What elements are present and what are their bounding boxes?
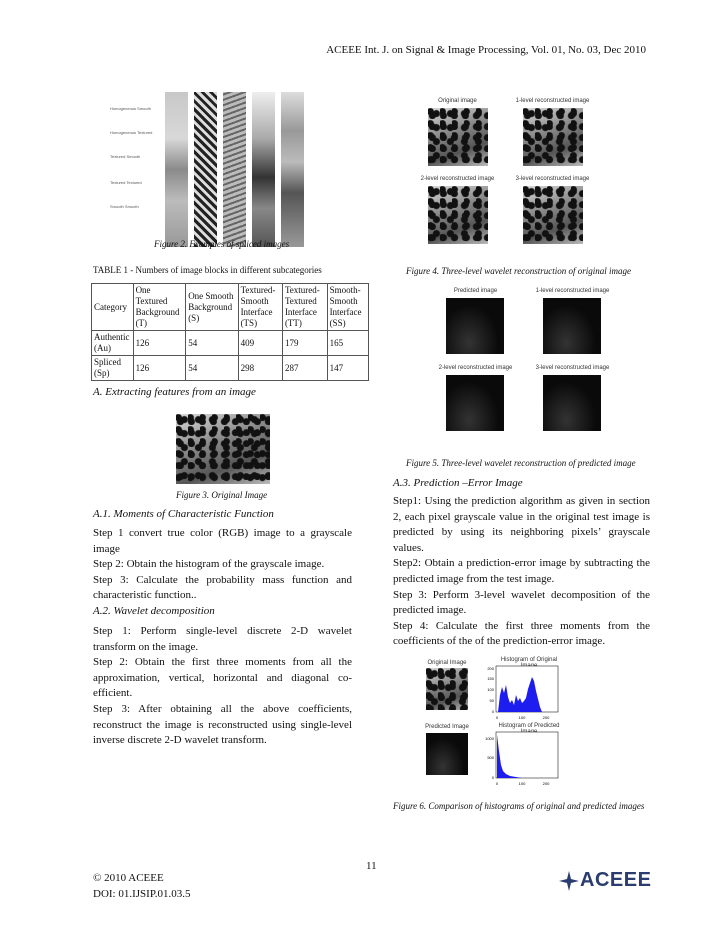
section-a3-heading: A.3. Prediction –Error Image: [393, 477, 523, 489]
section-a1-body: [93, 526, 352, 604]
histogram-predicted: [482, 731, 562, 789]
fig5-label: Predicted image: [453, 288, 498, 294]
paragraph: Step 1 convert true color (RGB) image to a grayscale image: [93, 527, 352, 555]
hist2-xtick: 0: [495, 781, 499, 786]
paragraph: Step 3: Perform 3-level wavelet decomposition of the predicted image.: [393, 588, 650, 617]
fig5-image-level2: [446, 375, 504, 431]
fig6-predicted-label: Predicted Image: [425, 724, 469, 730]
hist1-ytick: 0: [491, 709, 494, 714]
original-image: [176, 414, 270, 484]
aceee-logo: [558, 868, 650, 894]
table-cell: 54: [186, 356, 238, 381]
figure-4-caption: Figure 4. Three-level wavelet reconstruction of original image: [406, 266, 631, 276]
hist1-xtick: 0: [495, 715, 499, 720]
table-header-cell: One Smooth Background (S): [186, 284, 238, 331]
table-header-cell: Textured-Textured Interface (TT): [282, 284, 327, 331]
footer-doi: DOI: 01.IJSIP.01.03.5: [93, 888, 191, 900]
fig4-image-level2: [428, 186, 488, 244]
section-a2-body: [93, 624, 352, 749]
table-header-cell: One Textured Background (T): [133, 284, 186, 331]
hist2-xtick: 100: [518, 781, 526, 786]
fig2-row-label: Homogeneous Textured: [110, 130, 153, 135]
table-row: [92, 356, 369, 381]
fig5-label: 2-level reconstructed image: [438, 365, 513, 371]
hist1-ytick: 150: [487, 676, 494, 681]
fig4-image-original: [428, 108, 488, 166]
table-cell: 126: [133, 356, 186, 381]
paragraph: Step 3: Calculate the probability mass function and characteristic function..: [93, 573, 352, 602]
fig2-row-label: Textured Smooth: [110, 154, 141, 159]
section-a-heading: A. Extracting features from an image: [93, 386, 256, 398]
table-cell: 165: [327, 331, 368, 356]
fig5-image-level1: [543, 298, 601, 354]
table-header-cell: Textured-Smooth Interface (TS): [238, 284, 282, 331]
figure-2-caption: Figure 2. Examples of spliced images: [154, 239, 290, 249]
spliced-image-1: [165, 92, 188, 247]
page-number: 11: [366, 860, 377, 872]
table-cell: 298: [238, 356, 282, 381]
table-row: [92, 331, 369, 356]
table-header-row: [92, 284, 369, 331]
fig4-image-level3: [523, 186, 583, 244]
fig5-label: 3-level reconstructed image: [535, 365, 610, 371]
fig5-label: 1-level reconstructed image: [535, 288, 610, 294]
spliced-image-4: [252, 92, 275, 247]
table-header-cell: Smooth-Smooth Interface (SS): [327, 284, 368, 331]
hist2-ytick: 1000: [485, 736, 494, 741]
section-a1-heading: A.1. Moments of Characteristic Function: [93, 508, 274, 520]
fig4-image-level1: [523, 108, 583, 166]
table-1: [91, 283, 369, 381]
paragraph: Step 2: Obtain the first three moments from all the approximation, vertical, horizontal and diagonal co-efficient.: [93, 656, 352, 700]
hist1-ytick: 200: [487, 666, 494, 671]
fig4-label: 3-level reconstructed image: [515, 176, 590, 182]
paragraph: Step 1: Perform single-level discrete 2-D wavelet transform on the image.: [93, 625, 352, 653]
journal-header: ACEEE Int. J. on Signal & Image Processing, Vol. 01, No. 03, Dec 2010: [326, 44, 646, 56]
fig2-row-label: Smooth Smooth: [110, 204, 139, 209]
paragraph: Step2: Obtain a prediction-error image by subtracting the predicted image from the test image.: [393, 557, 650, 585]
table-cell: 409: [238, 331, 282, 356]
figure-2: [110, 92, 320, 232]
section-a2-heading: A.2. Wavelet decomposition: [93, 605, 215, 617]
table-cell: 126: [133, 331, 186, 356]
spliced-image-2: [194, 92, 217, 247]
fig6-predicted-image: [426, 733, 468, 775]
paragraph: Step1: Using the prediction algorithm as given in section 2, each pixel grayscale value in the original test image is predicted by using its neighboring pixels’ grayscale values.: [393, 495, 650, 554]
hist2-ytick: 0: [491, 775, 494, 780]
logo-text: ACEEE: [580, 869, 652, 891]
star-logo-icon: [558, 870, 580, 892]
table-cell: Authentic (Au): [92, 331, 134, 356]
hist2-xtick: 200: [542, 781, 550, 786]
hist1-ytick: 50: [489, 698, 494, 703]
table-cell: 147: [327, 356, 368, 381]
footer-copyright: © 2010 ACEEE: [93, 872, 164, 884]
hist1-xtick: 100: [518, 715, 526, 720]
table-cell: 54: [186, 331, 238, 356]
hist1-xtick: 200: [542, 715, 550, 720]
histogram-original: [482, 665, 562, 723]
spliced-image-3: [223, 92, 246, 247]
fig5-image-predicted: [446, 298, 504, 354]
table-1-caption: TABLE 1 - Numbers of image blocks in different subcategories: [93, 265, 322, 275]
paragraph: Step 2: Obtain the histogram of the grayscale image.: [93, 558, 325, 571]
hist1-ytick: 100: [487, 687, 494, 692]
table-cell: Spliced (Sp): [92, 356, 134, 381]
spliced-image-5: [281, 92, 304, 247]
section-a3-body: [393, 494, 650, 650]
paragraph: Step 3: After obtaining all the above coefficients, reconstruct the image is reconstructed using single-level inverse discrete 2-D wavelet transform.: [93, 702, 352, 747]
table-cell: 179: [282, 331, 327, 356]
fig2-row-label: Textured Textured: [110, 180, 142, 185]
hist2-title: Histogram of Predicted: [498, 723, 560, 729]
fig2-row-label: Homogeneous Smooth: [110, 106, 151, 111]
figure-6-caption: Figure 6. Comparison of histograms of original and predicted images: [393, 801, 645, 811]
table-cell: 287: [282, 356, 327, 381]
fig5-image-level3: [543, 375, 601, 431]
paragraph: Step 4: Calculate the first three moments from the coefficients of the of the prediction-error image.: [393, 619, 650, 648]
hist2-ytick: 500: [487, 755, 494, 760]
fig4-label: 1-level reconstructed image: [515, 98, 590, 104]
fig2-row-labels: [110, 92, 162, 232]
hist1-title: Histogram of Original: [500, 657, 558, 663]
figure-5-caption: Figure 5. Three-level wavelet reconstruction of predicted image: [406, 458, 636, 468]
fig4-label: Original image: [438, 98, 477, 104]
fig6-original-image: [426, 668, 468, 710]
fig4-label: 2-level reconstructed image: [420, 176, 495, 182]
figure-3-caption: Figure 3. Original Image: [176, 490, 268, 500]
table-header-cell: Category: [92, 284, 134, 331]
fig6-original-label: Original Image: [427, 660, 467, 666]
